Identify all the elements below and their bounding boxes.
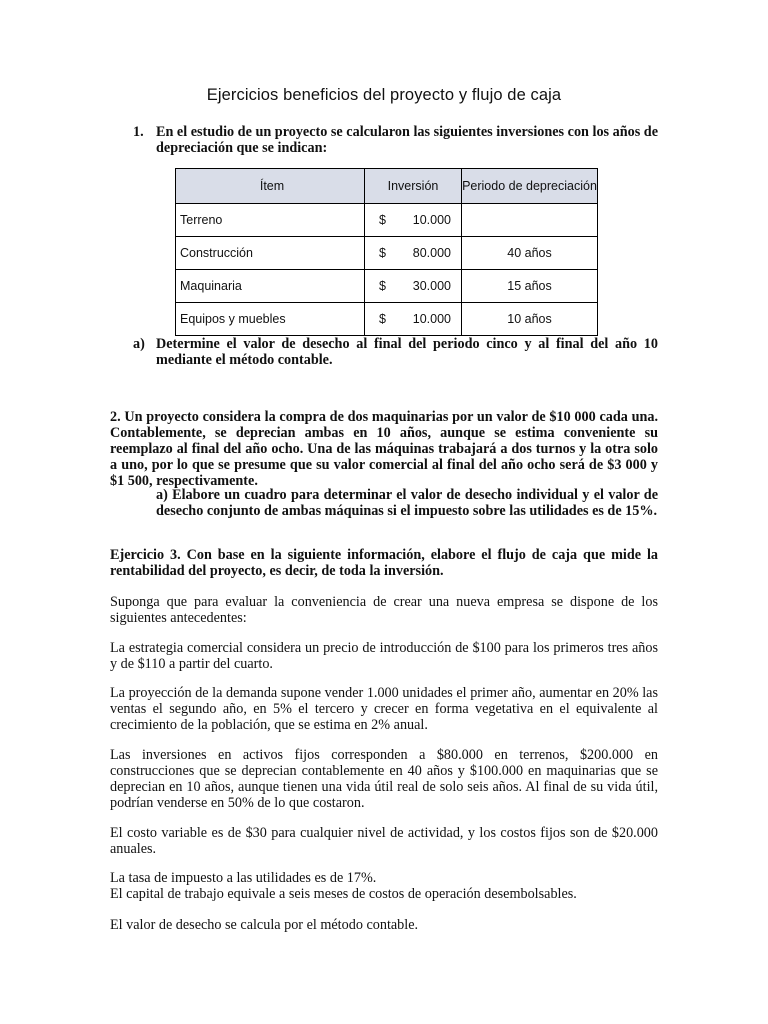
cell-item: Terreno [176,204,365,237]
cell-period: 15 años [462,270,598,303]
cell-amount: 30.000 [412,279,451,293]
ex2-sub-text: a) Elabore un cuadro para determinar el valor de desecho individual y el valor de desecho conjunto de ambas máquinas si el impuesto sobre las utilidades es de 15%. [156,487,658,519]
header-item: Ítem [176,169,365,204]
cell-item: Equipos y muebles [176,303,365,336]
ex3-paragraph: El capital de trabajo equivale a seis meses de costos de operación desembolsables. [110,886,577,902]
cell-period: 40 años [462,237,598,270]
table-row [176,237,598,270]
ex3-paragraph: La proyección de la demanda supone vender 1.000 unidades el primer año, aumentar en 20% las ventas el segundo año, en 5% el tercero y crecer en forma vegetativa en el equivalente al crecimiento de la población, que se estima en 2% anual. [110,685,658,733]
cell-period: 10 años [462,303,598,336]
ex3-paragraph: El costo variable es de $30 para cualquier nivel de actividad, y los costos fijos son de $20.000 anuales. [110,825,658,857]
ex3-paragraph: Las inversiones en activos fijos corresponden a $80.000 en terrenos, $200.000 en construcciones que se deprecian contablemente en 40 años y $100.000 en maquinarias que se deprecian en 10 años, aunque tienen una vida útil real de solo seis años. Al final de su vida útil, podrían venderse en 50% de lo que costaron. [110,747,658,811]
cell-currency: $ [379,246,386,260]
ex3-paragraph: El valor de desecho se calcula por el método contable. [110,917,419,933]
cell-amount: 80.000 [412,246,451,260]
header-investment: Inversión [365,169,462,204]
header-period: Periodo de depreciación [462,169,598,204]
cell-item: Maquinaria [176,270,365,303]
table-row [176,270,598,303]
ex1-statement: En el estudio de un proyecto se calcularon las siguientes inversiones con los años de depreciación que se indican: [156,124,658,156]
ex1-sub-text: Determine el valor de desecho al final del periodo cinco y al final del año 10 mediante el método contable. [156,336,658,368]
cell-period [462,204,598,237]
cell-item: Construcción [176,237,365,270]
ex1-number: 1. [133,124,144,140]
table-row [176,303,598,336]
cell-currency: $ [379,312,386,326]
ex3-statement: Ejercicio 3. Con base en la siguiente información, elabore el flujo de caja que mide la rentabilidad del proyecto, es decir, de toda la inversión. [110,547,658,579]
page-title: Ejercicios beneficios del proyecto y flujo de caja [206,86,562,104]
cell-amount: 10.000 [412,213,451,227]
ex3-paragraph: Suponga que para evaluar la conveniencia de crear una nueva empresa se dispone de los siguientes antecedentes: [110,594,658,626]
ex3-paragraph: La tasa de impuesto a las utilidades es de 17%. [110,870,377,886]
table-header-row [176,169,598,204]
ex1-sub-label: a) [133,336,145,352]
ex3-paragraph: La estrategia comercial considera un precio de introducción de $100 para los primeros tres años y de $110 a partir del cuarto. [110,640,658,672]
investment-table [175,168,598,336]
table-row [176,204,598,237]
cell-currency: $ [379,213,386,227]
cell-currency: $ [379,279,386,293]
ex2-statement: 2. Un proyecto considera la compra de dos maquinarias por un valor de $10 000 cada una. Contablemente, se deprecian ambas en 10 años, aunque se estima conveniente su reemplazo al final del año ocho. Una de las máquinas trabajará a dos turnos y la otra solo a uno, por lo que se presume que su valor comercial al final del año ocho será de $3 000 y $1 500, respectivamente. [110,409,658,489]
cell-amount: 10.000 [412,312,451,326]
